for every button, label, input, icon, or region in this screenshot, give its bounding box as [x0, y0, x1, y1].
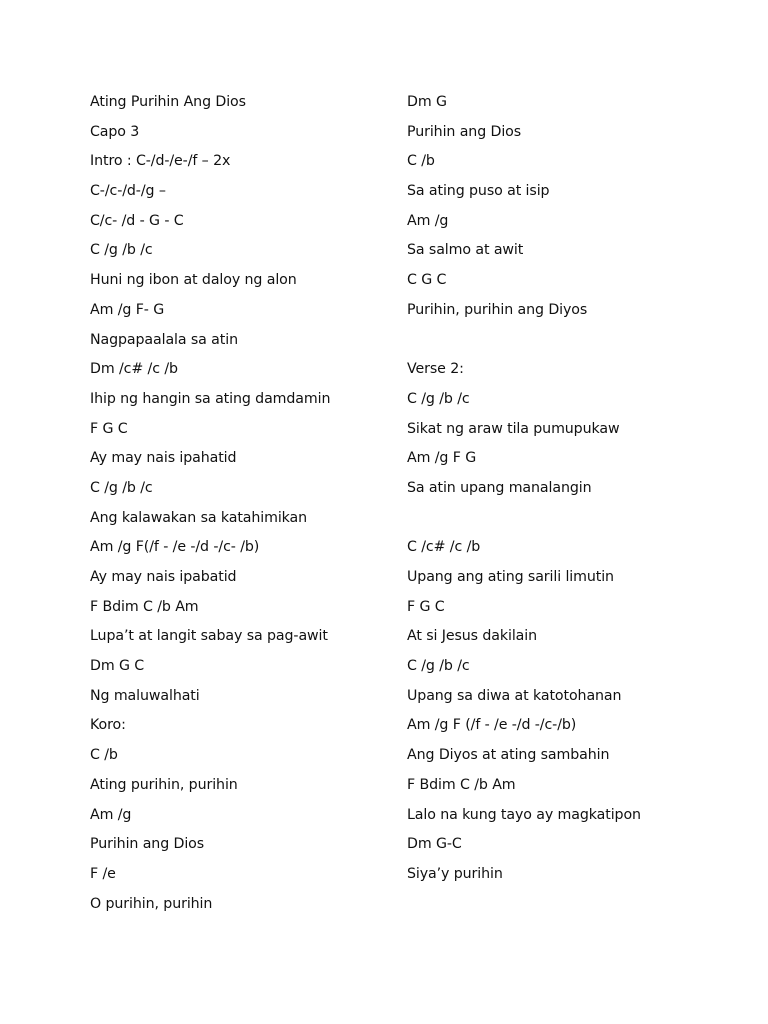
lyric-line: Dm G C: [90, 658, 145, 675]
lyric-line: Purihin, purihin ang Diyos: [407, 301, 588, 318]
lyrics-column-right: [407, 92, 747, 894]
lyric-line: Ng maluwalhati: [90, 687, 200, 704]
lyric-line: F Bdim C /b Am: [407, 776, 516, 793]
lyric-line: Dm /c# /c /b: [90, 361, 178, 378]
lyric-line: C/c- /d - G - C: [90, 212, 184, 229]
lyric-line: Am /g: [407, 212, 449, 229]
lyric-line: Am /g F (/f - /e -/d -/c-/b): [407, 717, 577, 734]
lyric-line: Ay may nais ipabatid: [90, 569, 237, 585]
lyric-line: C-/c-/d-/g –: [90, 183, 166, 200]
lyric-line: C /c# /c /b: [407, 539, 481, 556]
lyric-line: Am /g: [90, 806, 132, 823]
lyric-line: At si Jesus dakilain: [407, 628, 537, 645]
lyric-line: Am /g F(/f - /e -/d -/c- /b): [90, 539, 260, 556]
lyric-line: Huni ng ibon at daloy ng alon: [90, 272, 297, 289]
blank-line: [407, 330, 747, 360]
lyric-line: Ay may nais ipahatid: [90, 450, 237, 467]
lyric-line: Purihin ang Dios: [90, 836, 205, 853]
lyric-line: Sa salmo at awit: [407, 242, 524, 259]
lyric-line: Siya’y purihin: [407, 865, 503, 882]
lyric-line: F Bdim C /b Am: [90, 598, 199, 615]
lyric-line: Koro:: [90, 717, 126, 734]
lyric-line: F G C: [90, 420, 128, 437]
lyric-line: C /g /b /c: [90, 479, 153, 496]
lyric-line: Ang kalawakan sa katahimikan: [90, 509, 308, 526]
lyric-line: C G C: [407, 272, 447, 289]
lyric-line: Upang sa diwa at katotohanan: [407, 687, 622, 704]
lyric-line: C /b: [407, 153, 435, 170]
lyric-line: O purihin, purihin: [90, 895, 213, 912]
lyric-line: Intro : C-/d-/e-/f – 2x: [90, 153, 231, 170]
lyric-line: Ating purihin, purihin: [90, 776, 238, 793]
lyric-line: Sa atin upang manalangin: [407, 479, 592, 496]
lyric-line: Am /g F- G: [90, 301, 165, 318]
lyric-line: C /g /b /c: [407, 658, 470, 675]
lyric-line: Ang Diyos at ating sambahin: [407, 747, 610, 764]
lyric-line: F G C: [407, 598, 445, 615]
lyric-line: Nagpapaalala sa atin: [90, 331, 238, 348]
lyric-line: Purihin ang Dios: [407, 123, 522, 140]
lyric-line: Ihip ng hangin sa ating damdamin: [90, 390, 331, 407]
lyric-line: Sa ating puso at isip: [407, 183, 550, 200]
lyric-line: C /g /b /c: [90, 242, 153, 259]
lyric-line: C /g /b /c: [407, 390, 470, 407]
lyric-line: Verse 2:: [407, 361, 464, 378]
lyric-line: Ating Purihin Ang Dios: [90, 94, 246, 110]
lyric-line: Lupa’t at langit sabay sa pag-awit: [90, 628, 328, 645]
lyric-line: Dm G-C: [407, 836, 462, 853]
lyric-line: Lalo na kung tayo ay magkatipon: [407, 806, 641, 823]
blank-line: [407, 508, 747, 538]
lyrics-column-left: [90, 92, 390, 923]
lyric-line: Dm G: [407, 94, 447, 110]
lyric-line: Upang ang ating sarili limutin: [407, 569, 614, 585]
lyric-line: Am /g F G: [407, 450, 477, 467]
lyric-line: C /b: [90, 747, 118, 764]
lyric-line: Sikat ng araw tila pumupukaw: [407, 420, 620, 437]
lyric-line: F /e: [90, 865, 116, 882]
lyric-line: Capo 3: [90, 123, 140, 140]
